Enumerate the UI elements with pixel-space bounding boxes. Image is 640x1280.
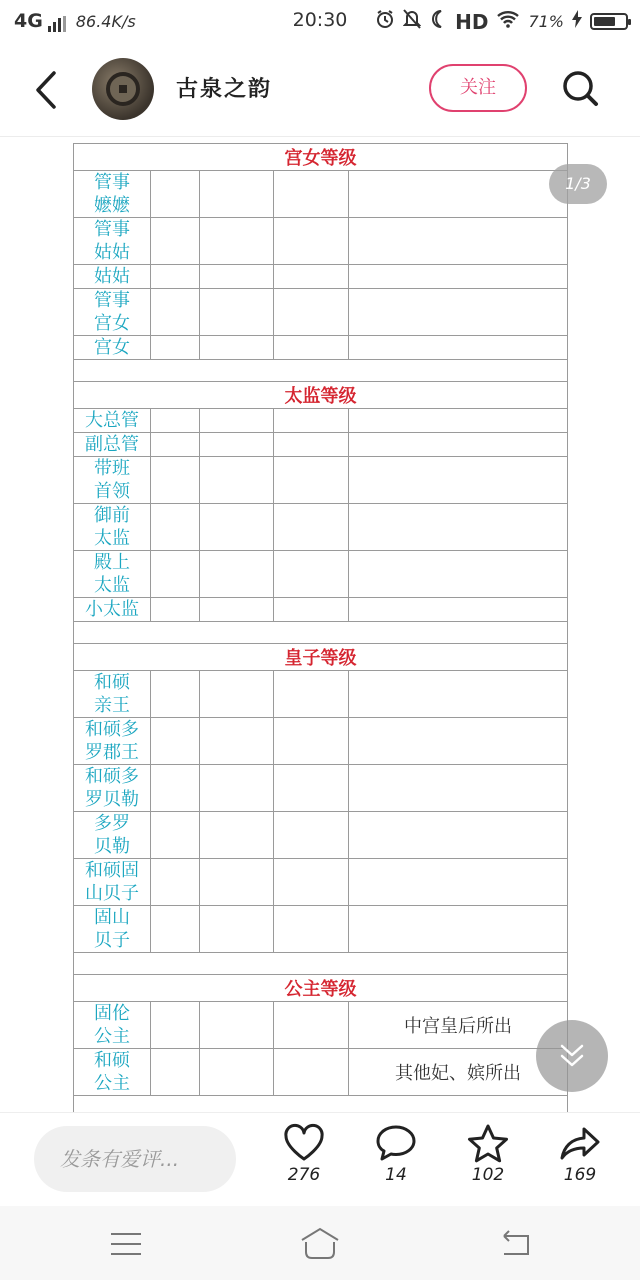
- section-title: 皇子等级: [74, 644, 568, 671]
- home-icon: [300, 1226, 340, 1262]
- system-nav-bar: [0, 1206, 640, 1280]
- follow-button[interactable]: 关注: [429, 64, 527, 112]
- empty-cell: [200, 171, 274, 218]
- rank-note: [349, 598, 568, 622]
- empty-cell: [200, 265, 274, 289]
- heart-icon: [282, 1123, 326, 1163]
- empty-cell: [274, 457, 349, 504]
- action-bar: [0, 1112, 640, 1207]
- empty-cell: [274, 551, 349, 598]
- empty-cell: [200, 289, 274, 336]
- rank-sheet: [73, 143, 567, 1112]
- spacer-cell: [74, 953, 568, 975]
- empty-cell: [274, 812, 349, 859]
- rank-row: [74, 1049, 568, 1096]
- rank-note: [349, 906, 568, 953]
- rank-row: [74, 457, 568, 504]
- empty-cell: [151, 551, 200, 598]
- rank-row: [74, 551, 568, 598]
- rank-note: [349, 812, 568, 859]
- battery-percent: 71%: [528, 12, 564, 31]
- menu-button[interactable]: [106, 1226, 146, 1262]
- empty-cell: [274, 336, 349, 360]
- empty-cell: [151, 265, 200, 289]
- empty-cell: [151, 218, 200, 265]
- spacer-row: [74, 622, 568, 644]
- search-icon: [560, 68, 600, 108]
- rank-note: [349, 218, 568, 265]
- empty-cell: [151, 504, 200, 551]
- rank-name: 固伦 公主: [74, 1002, 151, 1049]
- spacer-row: [74, 360, 568, 382]
- wifi-icon: [496, 10, 520, 33]
- rank-row: [74, 265, 568, 289]
- empty-cell: [274, 433, 349, 457]
- empty-cell: [200, 1049, 274, 1096]
- rank-row: [74, 336, 568, 360]
- like-count: 276: [287, 1165, 321, 1185]
- rank-row: [74, 812, 568, 859]
- section-title: 公主等级: [74, 975, 568, 1002]
- rank-note: [349, 671, 568, 718]
- empty-cell: [151, 598, 200, 622]
- rank-row: [74, 504, 568, 551]
- rank-row: [74, 859, 568, 906]
- rank-name: 姑姑: [74, 265, 151, 289]
- empty-cell: [200, 504, 274, 551]
- rank-note: [349, 504, 568, 551]
- rank-note: [349, 289, 568, 336]
- rank-note: [349, 433, 568, 457]
- rank-note: [349, 171, 568, 218]
- empty-cell: [151, 765, 200, 812]
- comment-button[interactable]: [361, 1123, 431, 1185]
- empty-cell: [274, 718, 349, 765]
- rank-row: [74, 718, 568, 765]
- rank-note: 其他妃、嫔所出: [349, 1049, 568, 1096]
- empty-cell: [274, 765, 349, 812]
- empty-cell: [200, 859, 274, 906]
- empty-cell: [274, 1002, 349, 1049]
- empty-cell: [200, 598, 274, 622]
- spacer-row: [74, 1096, 568, 1113]
- favorite-button[interactable]: [453, 1123, 523, 1185]
- section-title: 宫女等级: [74, 144, 568, 171]
- rank-name: 多罗 贝勒: [74, 812, 151, 859]
- rank-name: 和硕 公主: [74, 1049, 151, 1096]
- rank-name: 和硕 亲王: [74, 671, 151, 718]
- spacer-cell: [74, 1096, 568, 1113]
- rank-note: [349, 265, 568, 289]
- rank-name: 和硕多 罗贝勒: [74, 765, 151, 812]
- back-icon: [496, 1226, 536, 1262]
- rank-name: 带班 首领: [74, 457, 151, 504]
- rank-name: 管事 宫女: [74, 289, 151, 336]
- empty-cell: [274, 671, 349, 718]
- chevron-left-icon: [32, 70, 62, 110]
- empty-cell: [200, 336, 274, 360]
- rank-note: [349, 336, 568, 360]
- rank-row: [74, 409, 568, 433]
- spacer-cell: [74, 360, 568, 382]
- empty-cell: [200, 765, 274, 812]
- empty-cell: [200, 457, 274, 504]
- empty-cell: [274, 265, 349, 289]
- empty-cell: [151, 336, 200, 360]
- section-header-row: [74, 144, 568, 171]
- rank-row: [74, 171, 568, 218]
- network-indicator: 4G: [14, 10, 66, 32]
- empty-cell: [274, 218, 349, 265]
- back-nav-button[interactable]: [496, 1226, 536, 1262]
- scroll-down-button[interactable]: [536, 1020, 608, 1092]
- empty-cell: [151, 457, 200, 504]
- rank-note: [349, 457, 568, 504]
- empty-cell: [274, 906, 349, 953]
- comment-input[interactable]: 发条有爱评...: [34, 1126, 236, 1192]
- empty-cell: [274, 598, 349, 622]
- rank-name: 管事 姑姑: [74, 218, 151, 265]
- moon-icon: [429, 9, 447, 34]
- empty-cell: [200, 812, 274, 859]
- battery-icon: [590, 13, 628, 30]
- section-header-row: [74, 975, 568, 1002]
- empty-cell: [200, 218, 274, 265]
- empty-cell: [200, 409, 274, 433]
- menu-icon: [106, 1226, 146, 1262]
- empty-cell: [151, 1002, 200, 1049]
- favorite-count: 102: [471, 1165, 505, 1185]
- empty-cell: [151, 409, 200, 433]
- empty-cell: [151, 859, 200, 906]
- share-arrow-icon: [558, 1123, 602, 1163]
- rank-row: [74, 433, 568, 457]
- empty-cell: [151, 906, 200, 953]
- share-button[interactable]: [545, 1123, 615, 1185]
- empty-cell: [151, 812, 200, 859]
- rank-name: 御前 太监: [74, 504, 151, 551]
- rank-name: 和硕多 罗郡王: [74, 718, 151, 765]
- network-speed: 86.4K/s: [75, 11, 136, 31]
- empty-cell: [274, 859, 349, 906]
- empty-cell: [200, 551, 274, 598]
- empty-cell: [274, 1049, 349, 1096]
- charging-icon: [572, 10, 582, 33]
- share-count: 169: [563, 1165, 597, 1185]
- star-icon: [466, 1123, 510, 1163]
- empty-cell: [151, 1049, 200, 1096]
- rank-name: 宫女: [74, 336, 151, 360]
- alarm-icon: [375, 9, 395, 34]
- avatar[interactable]: [92, 58, 154, 120]
- section-header-row: [74, 382, 568, 409]
- double-chevron-down-icon: [556, 1040, 588, 1072]
- rank-row: [74, 1002, 568, 1049]
- search-button[interactable]: [560, 68, 600, 108]
- hd-indicator: HD: [455, 9, 489, 34]
- rank-row: [74, 598, 568, 622]
- rank-name: 殿上 太监: [74, 551, 151, 598]
- mute-bell-icon: [403, 9, 421, 34]
- empty-cell: [200, 1002, 274, 1049]
- empty-cell: [200, 718, 274, 765]
- section-title: 太监等级: [74, 382, 568, 409]
- rank-name: 和硕固 山贝子: [74, 859, 151, 906]
- empty-cell: [151, 171, 200, 218]
- rank-row: [74, 671, 568, 718]
- rank-row: [74, 765, 568, 812]
- comment-count: 14: [385, 1165, 407, 1185]
- rank-name: 固山 贝子: [74, 906, 151, 953]
- empty-cell: [200, 671, 274, 718]
- section-header-row: [74, 644, 568, 671]
- app-header: [0, 42, 640, 137]
- status-bar: [0, 0, 640, 42]
- rank-note: [349, 765, 568, 812]
- empty-cell: [151, 671, 200, 718]
- image-pager: 1/3: [549, 164, 607, 204]
- rank-name: 小太监: [74, 598, 151, 622]
- coin-icon: [106, 72, 140, 106]
- back-button[interactable]: [32, 70, 62, 110]
- empty-cell: [200, 906, 274, 953]
- empty-cell: [274, 504, 349, 551]
- rank-table: [73, 143, 568, 1112]
- rank-note: 中宫皇后所出: [349, 1002, 568, 1049]
- spacer-cell: [74, 622, 568, 644]
- spacer-row: [74, 953, 568, 975]
- rank-name: 管事 嬷嬷: [74, 171, 151, 218]
- post-image[interactable]: [0, 137, 640, 1112]
- rank-name: 副总管: [74, 433, 151, 457]
- empty-cell: [200, 433, 274, 457]
- rank-row: [74, 906, 568, 953]
- empty-cell: [274, 171, 349, 218]
- empty-cell: [151, 433, 200, 457]
- rank-row: [74, 289, 568, 336]
- clock: 20:30: [292, 9, 348, 31]
- rank-note: [349, 859, 568, 906]
- account-name[interactable]: 古泉之韵: [176, 76, 273, 102]
- rank-name: 大总管: [74, 409, 151, 433]
- empty-cell: [274, 289, 349, 336]
- empty-cell: [151, 718, 200, 765]
- empty-cell: [151, 289, 200, 336]
- rank-note: [349, 409, 568, 433]
- empty-cell: [274, 409, 349, 433]
- speech-bubble-icon: [374, 1123, 418, 1163]
- rank-row: [74, 218, 568, 265]
- rank-note: [349, 551, 568, 598]
- home-button[interactable]: [300, 1226, 340, 1262]
- like-button[interactable]: [269, 1123, 339, 1185]
- rank-note: [349, 718, 568, 765]
